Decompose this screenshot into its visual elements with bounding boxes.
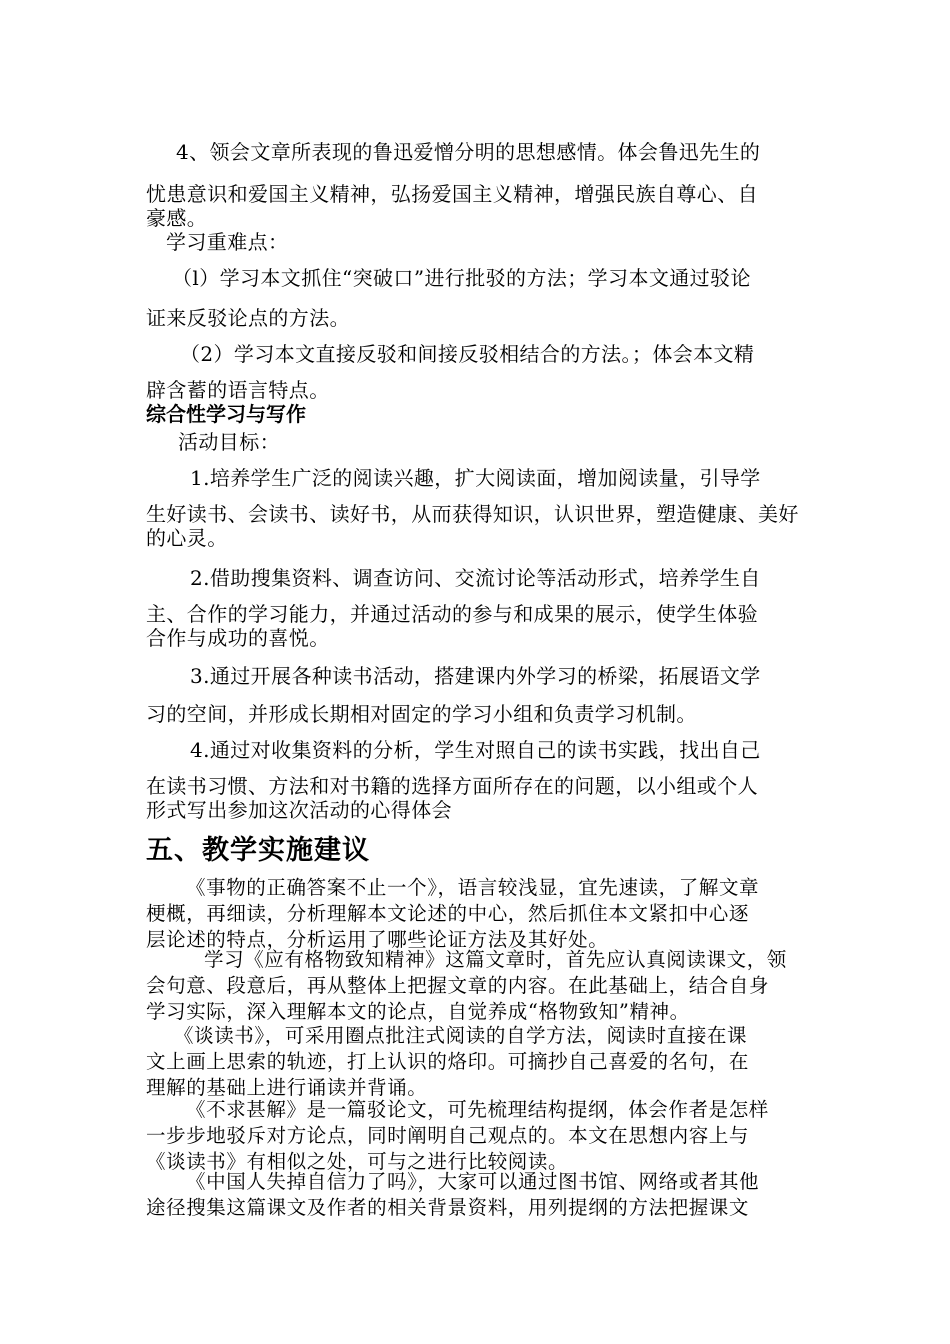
teaching-paragraph-4 [146,1094,806,1172]
text-line: 理解的基础上进行诵读并背诵。 [146,1076,428,1099]
text-line: 《不求甚解》是一篇驳论文，可先梳理结构提纲，体会作者是怎样 [186,1098,769,1121]
text-line: 活动目标： [178,430,280,454]
activity-goal-1 [146,462,806,550]
text-line: 学习实际，深入理解本文的论点，自觉养成“格物致知”精神。 [146,1000,690,1023]
text-line: 途径搜集这篇课文及作者的相关背景资料，用列提纲的方法把握课文 [146,1196,750,1219]
text-line: （2）学习本文直接反驳和间接反驳相结合的方法。；体会本文精 [180,342,755,366]
text-line: 的心灵。 [146,526,228,550]
text-line: 文上画上思索的轨迹，打上认识的烙印。可摘抄自己喜爱的名句，在 [146,1050,750,1073]
text-line: （l）学习本文抓住“突破口”进行批驳的方法；学习本文通过驳论 [172,266,751,290]
activity-goal-3 [146,660,806,727]
text-line: 会句意、段意后，再从整体上把握文章的内容。在此基础上，结合自身 [146,974,770,997]
teaching-paragraph-1 [146,872,806,950]
goal-4-paragraph [146,136,806,230]
text-line: 4.通过对收集资料的分析，学生对照自己的读书实践，找出自己 [190,738,761,762]
activity-goal-4 [146,734,806,822]
text-line: 主、合作的学习能力，并通过活动的参与和成果的展示，使学生体验 [146,602,758,626]
text-line: 1.培养学生广泛的阅读兴趣，扩大阅读面，增加阅读量，引导学 [190,466,761,490]
text-line: 一步步地驳斥对方论点，同时阐明自己观点的。本文在思想内容上与 [146,1124,750,1147]
text-line: 合作与成功的喜悦。 [146,626,330,650]
teaching-paragraph-3 [146,1020,806,1098]
text-line: 4、领会文章所表现的鲁迅爱憎分明的思想感情。体会鲁迅先生的 [176,140,761,164]
key-point-2 [146,338,806,403]
text-line: 在读书习惯、方法和对书籍的选择方面所存在的问题，以小组或个人 [146,774,758,798]
activity-goals-label [146,426,806,455]
text-line: 《中国人失掉自信力了吗》，大家可以通过图书馆、网络或者其他 [186,1170,760,1193]
text-line: 梗概，再细读，分析理解本文论述的中心，然后抓住本文紧扣中心逐 [146,902,750,925]
key-points-label [146,226,806,255]
text-line: 《谈读书》有相似之处，可与之进行比较阅读。 [146,1150,569,1173]
teaching-paragraph-5 [146,1166,806,1218]
text-line: 学习《应有格物致知精神》这篇文章时，首先应认真阅读课文，领 [204,948,787,971]
text-line: 2.借助搜集资料、调查访问、交流讨论等活动形式，培养学生自 [190,566,761,590]
text-line: 忧患意识和爱国主义精神，弘扬爱国主义精神，增强民族自尊心、自 [146,182,758,206]
text-line: 生好读书、会读书、读好书，从而获得知识，认识世界，塑造健康、美好 [146,502,799,526]
comprehensive-heading [146,398,806,427]
text-line: 形式写出参加这次活动的心得体会 [146,798,452,822]
text-line: 习的空间，并形成长期相对固定的学习小组和负责学习机制。 [146,702,697,726]
text-line: 层论述的特点，分析运用了哪些论证方法及其好处。 [146,928,609,951]
section-heading: 五、教学实施建议 [146,835,370,866]
text-line: 3.通过开展各种读书活动，搭建课内外学习的桥梁，拓展语文学 [190,664,761,688]
text-line: 《事物的正确答案不止一个》，语言较浅显，宜先速读，了解文章 [186,876,760,899]
text-line: 辟含蓄的语言特点。 [146,378,330,402]
teaching-paragraph-2 [146,944,806,1022]
text-line: 《谈读书》，可采用圈点批注式阅读的自学方法，阅读时直接在课 [174,1024,748,1047]
text-line: 豪感。 [146,206,208,230]
text-line: 学习重难点： [166,230,289,254]
text-line: 证来反驳论点的方法。 [146,306,350,330]
section-5-heading [146,828,806,867]
key-point-1 [146,262,806,331]
section-heading: 综合性学习与写作 [146,402,306,426]
activity-goal-2 [146,562,806,650]
